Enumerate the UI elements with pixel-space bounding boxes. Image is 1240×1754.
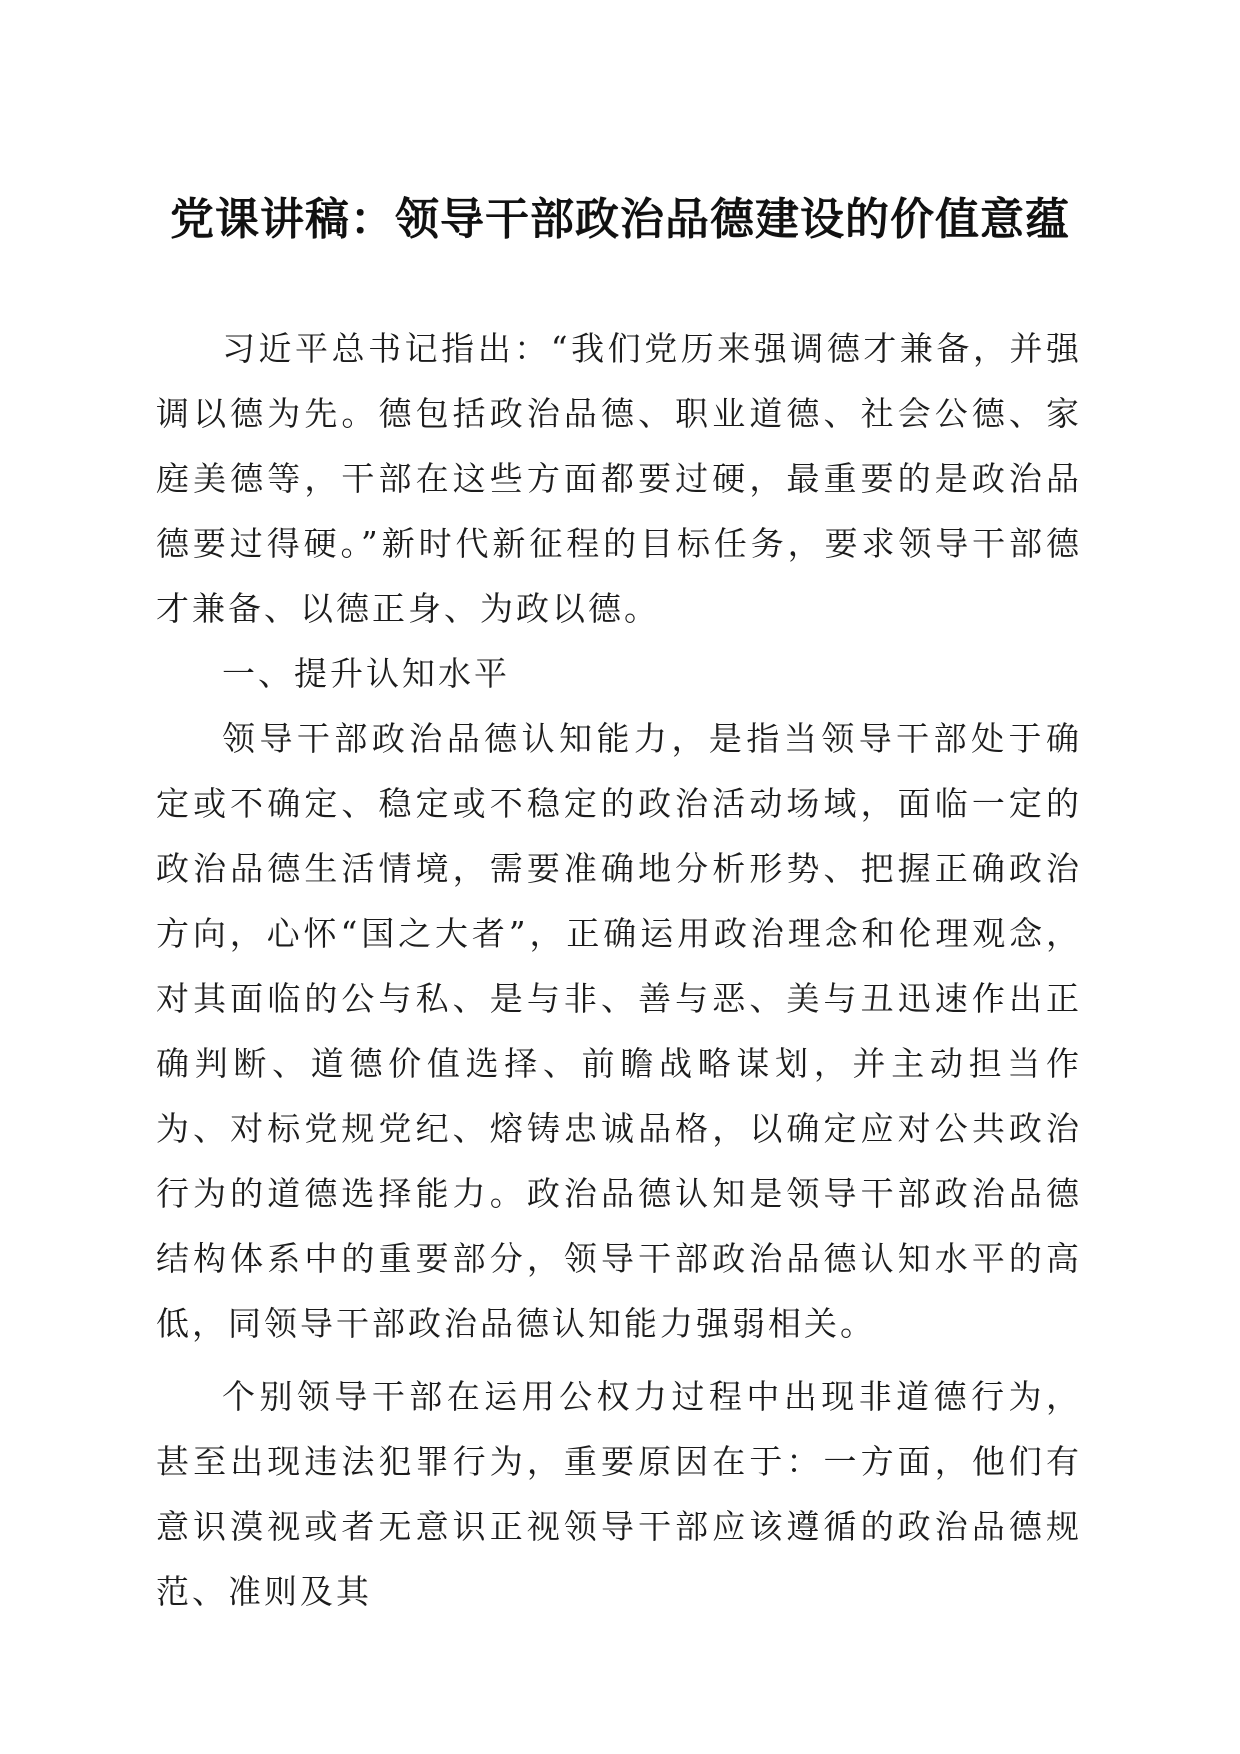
paragraph-cognition: 领导干部政治品德认知能力，是指当领导干部处于确定或不确定、稳定或不稳定的政治活动场域，面临一定的政治品德生活情境，需要准确地分析形势、把握正确政治方向，心怀“国之大者”，正确运用政治理念和伦理观念，对其面临的公与私、是与非、善与恶、美与丑迅速作出正确判断、道德价值选择、前瞻战略谋划，并主动担当作为、对标党规党纪、熔铸忠诚品格，以确定应对公共政治行为的道德选择能力。政治品德认知是领导干部政治品德结构体系中的重要部分，领导干部政治品德认知水平的高低，同领导干部政治品德认知能力强弱相关。 (156, 719, 1082, 1343)
paragraph-intro: 习近平总书记指出：“我们党历来强调德才兼备，并强调以德为先。德包括政治品德、职业道德、社会公德、家庭美德等，干部在这些方面都要过硬，最重要的是政治品德要过得硬。”新时代新征程的目标任务，要求领导干部德才兼备、以德正身、为政以德。 (156, 329, 1082, 628)
section-heading-1: 一、提升认知水平 (222, 654, 510, 693)
paragraph-reasons: 个别领导干部在运用公权力过程中出现非道德行为，甚至出现违法犯罪行为，重要原因在于：一方面，他们有意识漠视或者无意识正视领导干部应该遵循的政治品德规范、准则及其 (156, 1377, 1082, 1611)
document-body (156, 316, 1082, 1624)
document-title: 党课讲稿：领导干部政治品德建设的价值意蕴 (170, 194, 1070, 245)
